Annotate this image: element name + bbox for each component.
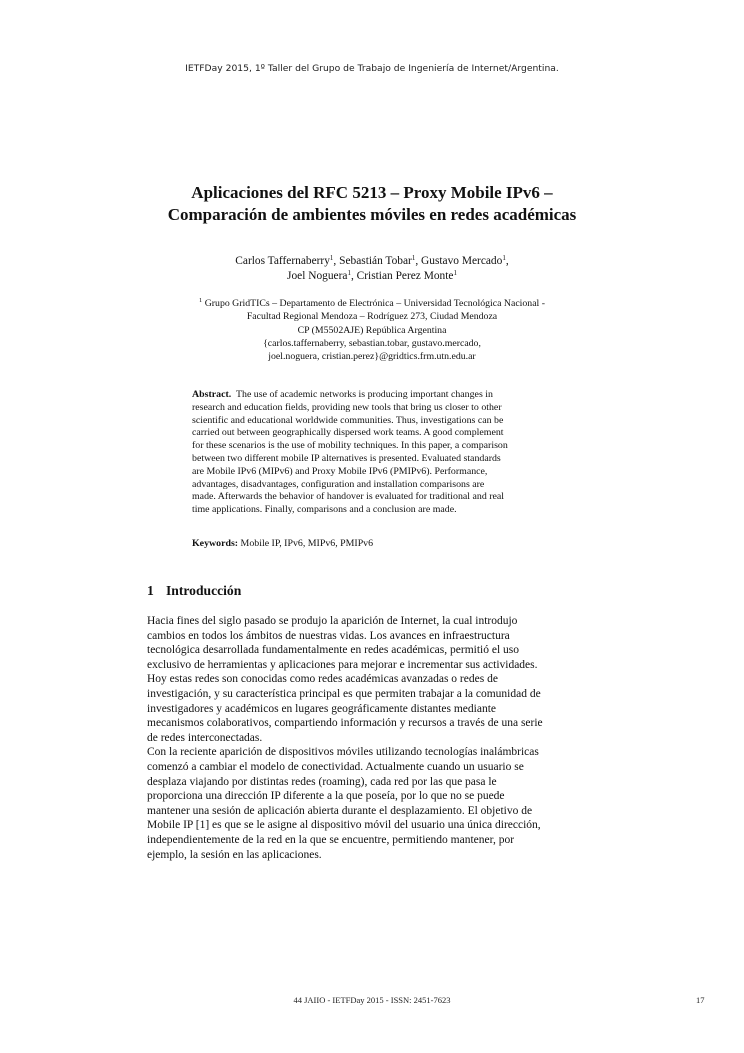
affiliation-mark: 1 [199,297,203,304]
author-name: Carlos Taffernaberry [235,255,330,267]
author-separator: , [350,270,357,282]
affiliation-emails: {carlos.taffernaberry, sebastian.tobar, gustavo.mercado, [263,337,481,349]
paper-title [100,182,644,226]
affiliation-mark: 1 [502,254,506,262]
abstract-line: between two different mobile IP alternatives is presented. Evaluated standards [192,452,501,464]
abstract-line: advantages, disadvantages, configuration and installation comparisons are [192,478,485,490]
body-line: proporciona una dirección IP diferente a la que poseía, por lo que no se puede [147,790,505,803]
section-number: 1 [147,583,154,598]
page-number: 17 [696,995,705,1005]
body-line: Hoy estas redes son conocidas como redes académicas avanzadas o redes de [147,673,498,686]
author-separator: , [415,255,422,267]
keywords-label: Keywords: [192,538,239,549]
abstract-line: time applications. Finally, comparisons and a conclusion are made. [192,504,457,516]
body-line: de redes interconectadas. [147,731,263,744]
running-header: IETFDay 2015, 1º Taller del Grupo de Trabajo de Ingeniería de Internet/Argentina. [185,63,559,74]
author-separator: , [505,255,509,267]
affiliation-line: Facultad Regional Mendoza – Rodríguez 273, Ciudad Mendoza [246,311,498,323]
section-title: Introducción [166,583,242,598]
body-line: comenzó a cambiar el modelo de conectividad. Actualmente cuando un usuario se [147,760,524,773]
abstract-line: are Mobile IPv6 (MIPv6) and Proxy Mobile IPv6 (PMIPv6). Performance, [192,465,488,477]
affiliation-line [150,297,594,310]
abstract-line: made. Afterwards the behavior of handover is evaluated for traditional and real [192,491,505,503]
abstract-line [192,389,562,402]
author-name: Cristian Perez Monte [356,270,454,282]
body-line: exclusivo de herramientas y aplicaciones para mejorar e incrementar sus actividades. [147,658,538,671]
body-line: mantener una sesión de aplicación abierta durante el desplazamiento. El objetivo de [147,804,533,817]
keywords-text: Mobile IP, IPv6, MIPv6, PMIPv6 [240,538,374,549]
body-line: tecnológica desarrollada fundamentalmente en redes académicas, permitió el uso [147,644,519,657]
body-line: cambios en todos los ámbitos de nuestras vidas. Los avances en infraestructura [147,629,510,642]
abstract-line: research and education fields, providing new tools that bring us closer to other [192,401,502,413]
affiliation-mark: 1 [329,254,334,262]
author-list [150,254,594,284]
body-line: investigadores y académicos en lugares geográficamente distantes mediante [147,702,497,715]
body-line: Hacia fines del siglo pasado se produjo la aparición de Internet, la cual introdujo [147,615,518,627]
section-heading [147,583,597,599]
body-line: independientemente de la red en la que se encuentre, permitiendo mantener, por [147,833,515,846]
authors-line-2 [150,269,594,284]
affiliation-block [150,297,594,363]
keywords [192,538,562,551]
body-text [147,614,601,862]
body-line: Mobile IP [1] es que se le asigne al dispositivo móvil del usuario una única dirección, [147,819,541,832]
affiliation-emails: joel.noguera, cristian.perez}@gridtics.frm.utn.edu.ar [268,351,476,363]
author-name: Sebastián Tobar [339,255,412,267]
author-name: Joel Noguera [287,270,348,282]
title-line-1: Aplicaciones del RFC 5213 – Proxy Mobile IPv6 – [191,183,553,202]
abstract-label: Abstract. [192,389,232,400]
authors-line-1 [150,254,594,269]
abstract-line: for these scenarios is the use of mobility techniques. In this paper, a comparison [192,440,508,452]
abstract [192,389,562,517]
affiliation-mark: 1 [347,269,351,277]
affiliation-text: Grupo GridTICs – Departamento de Electrónica – Universidad Tecnológica Nacional - [204,298,545,309]
body-line: ejemplo, la sesión en las aplicaciones. [147,848,322,861]
affiliation-line: CP (M5502AJE) República Argentina [297,324,447,336]
abstract-text: The use of academic networks is producing important changes in [235,389,493,400]
abstract-line: scientific and educational worldwide communities. Thus, investigations can be [192,414,504,426]
body-line: mecanismos colaborativos, compartiendo información y recursos a través de una serie [147,717,543,730]
page-footer: 44 JAIIO - IETFDay 2015 - ISSN: 2451-7623 [293,995,451,1005]
title-line-2: Comparación de ambientes móviles en redes académicas [167,205,577,224]
abstract-line: carried out between geographically dispersed work teams. A good complement [192,427,504,439]
affiliation-mark: 1 [411,254,416,262]
body-line: Con la reciente aparición de dispositivos móviles utilizando tecnologías inalámbricas [147,746,539,759]
author-separator: , [333,255,340,267]
affiliation-mark: 1 [453,269,457,277]
body-line: desplaza viajando por distintas redes (roaming), cada red por las que pasa le [147,775,497,788]
author-name: Gustavo Mercado [421,255,503,267]
body-line: investigación, y su característica principal es que permiten trabajar a la comunidad de [147,687,541,700]
